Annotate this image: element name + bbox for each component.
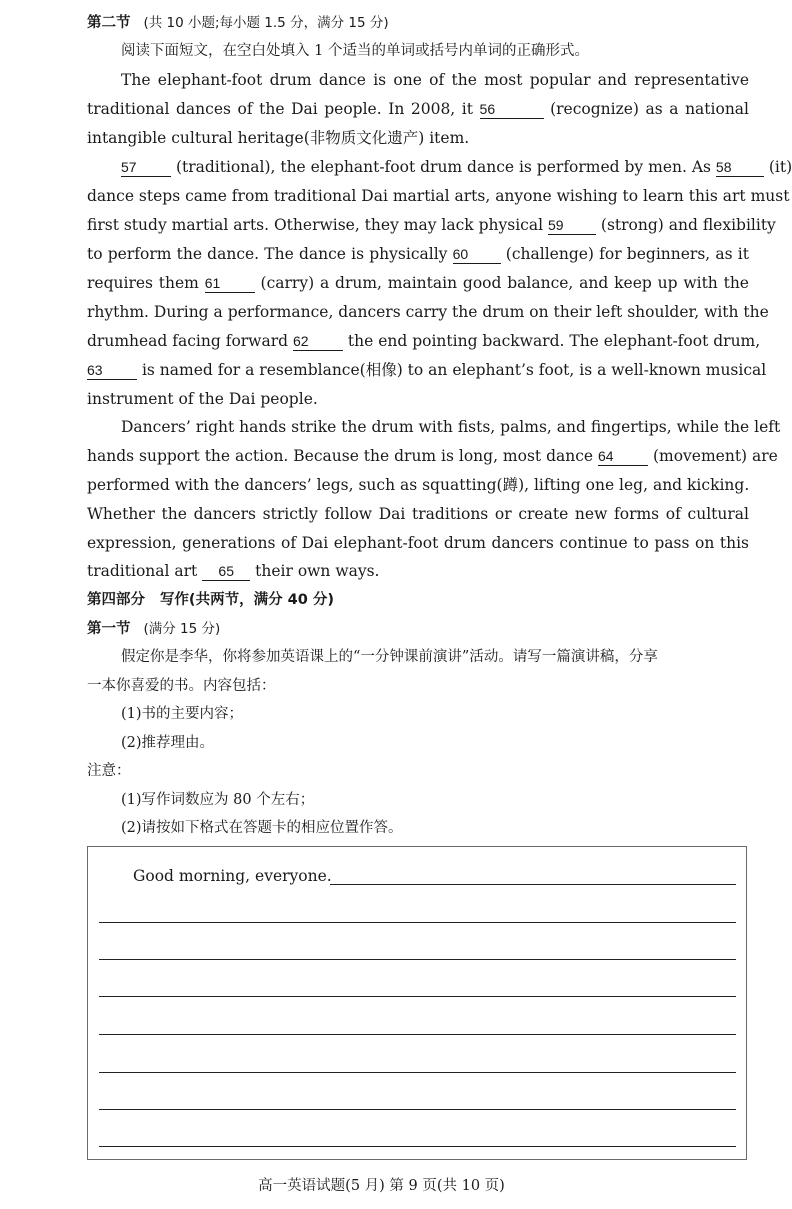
part4-subtitle: 写作(共两节，满分 40 分) [159,592,334,608]
blank-62: 62 [293,333,343,351]
part4-header [87,589,749,610]
writing-line [99,1034,736,1035]
passage-line: requires them 61 (carry) a drum, maintain good balance, and keep up with the [87,274,749,292]
passage-line: performed with the dancers’ legs, such as squatting(蹲), lifting one leg, and kicking. [87,476,750,494]
writing-prompt-line: 假定你是李华，你将参加英语课上的“一分钟课前演讲”活动。请写一篇演讲稿，分享 [121,649,658,665]
writing-line [99,1072,736,1073]
section2-info: (共 10 小题;每小题 1.5 分，满分 15 分) [143,15,389,31]
section2-header [87,12,749,33]
page-footer: 高一英语试题(5 月) 第 9 页(共 10 页) [258,1178,505,1194]
part4-title: 第四部分 [87,592,145,608]
passage-line: instrument of the Dai people. [87,390,318,408]
writing-line [99,1109,736,1110]
answer-box [87,846,747,1160]
content-item-2: (2)推荐理由。 [121,735,215,751]
section1-title: 第一节 [87,621,131,637]
blank-64: 64 [598,448,648,466]
writing-line [330,884,736,885]
note-item-2: (2)请按如下格式在答题卡的相应位置作答。 [121,820,403,836]
passage-line: 63 is named for a resemblance(相像) to an elephant’s foot, is a well-known musical [87,361,767,379]
passage-line: traditional art 65 their own ways. [87,562,380,580]
passage-line: rhythm. During a performance, dancers carry the drum on their left shoulder, with the [87,303,769,321]
writing-line [99,922,736,923]
blank-60: 60 [453,246,501,264]
passage-line: 57 (traditional), the elephant-foot drum dance is performed by men. As 58 (it) [121,158,792,176]
note-item-1: (1)写作词数应为 80 个左右； [121,792,315,808]
writing-prompt-line: 一本你喜爱的书。内容包括： [87,678,276,694]
blank-61: 61 [205,275,255,293]
blank-57: 57 [121,159,171,177]
writing-line [99,996,736,997]
writing-line [99,959,736,960]
writing-line [99,1146,736,1147]
blank-58: 58 [716,159,764,177]
passage-line: dance steps came from traditional Dai martial arts, anyone wishing to learn this art must [87,187,790,205]
passage-line: Whether the dancers strictly follow Dai traditions or create new forms of cultural [87,505,749,523]
note-label: 注意： [87,763,131,779]
section1-info: (满分 15 分) [143,621,221,637]
greeting-text: Good morning, everyone. [133,867,332,885]
content-item-1: (1)书的主要内容； [121,706,244,722]
blank-65: 65 [202,563,250,581]
blank-63: 63 [87,362,137,380]
section1-header [87,618,749,639]
passage-line: drumhead facing forward 62 the end pointing backward. The elephant-foot drum, [87,332,761,350]
passage-line: to perform the dance. The dance is physically 60 (challenge) for beginners, as it [87,245,749,263]
blank-59: 59 [548,217,596,235]
passage-line: hands support the action. Because the drum is long, most dance 64 (movement) are [87,447,778,465]
passage-line: The elephant-foot drum dance is one of the most popular and representative [121,71,749,89]
section2-instruction: 阅读下面短文，在空白处填入 1 个适当的单词或括号内单词的正确形式。 [121,43,589,59]
passage-line: intangible cultural heritage(非物质文化遗产) item. [87,129,470,147]
section2-title: 第二节 [87,15,131,31]
passage-line: traditional dances of the Dai people. In 2008, it 56 (recognize) as a national [87,100,749,118]
passage-line: Dancers’ right hands strike the drum with fists, palms, and fingertips, while the left [121,418,781,436]
blank-56: 56 [480,101,544,119]
passage-line: first study martial arts. Otherwise, they may lack physical 59 (strong) and flexibility [87,216,776,234]
passage-line: expression, generations of Dai elephant-foot drum dancers continue to pass on this [87,534,749,552]
